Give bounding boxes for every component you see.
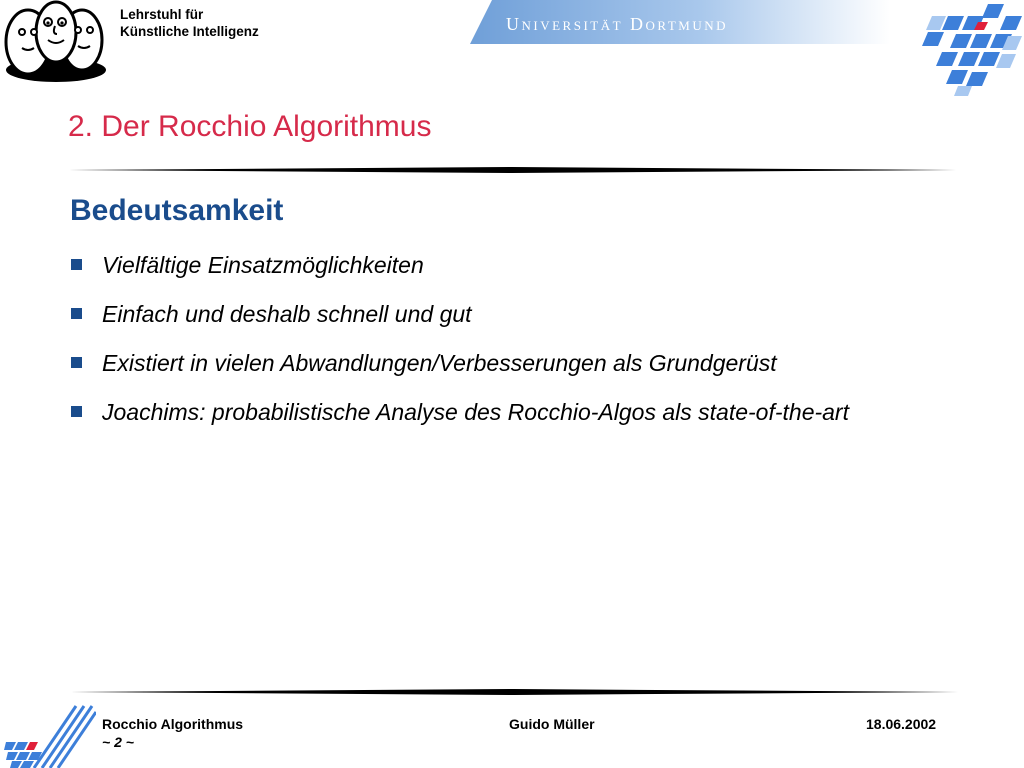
- chair-name-line1: Lehrstuhl für: [120, 7, 204, 22]
- bullet-item: [68, 293, 956, 335]
- chair-name: [120, 6, 259, 40]
- footer-topic: Rocchio Algorithmus: [102, 716, 244, 732]
- bullet-square-icon: [71, 308, 82, 319]
- bullet-square-icon: [71, 357, 82, 368]
- university-name: Universität Dortmund: [506, 14, 728, 34]
- bullet-text: Joachims: probabilistische Analyse des Rocchio-Algos als state-of-the-art: [102, 399, 849, 425]
- bullet-item: [68, 391, 956, 433]
- chair-logo: [2, 0, 110, 84]
- footer-divider: [70, 689, 958, 695]
- bullet-item: [68, 244, 956, 286]
- bullet-text: Existiert in vielen Abwandlungen/Verbesserungen als Grundgerüst: [102, 350, 777, 376]
- chair-name-line2: Künstliche Intelligenz: [120, 24, 259, 39]
- footer-page-number: ~ 2 ~: [102, 734, 134, 750]
- bullet-text: Vielfältige Einsatzmöglichkeiten: [102, 252, 424, 278]
- footer-author: Guido Müller: [509, 716, 595, 732]
- section-heading: Bedeutsamkeit: [70, 194, 284, 227]
- bullet-list: [68, 244, 956, 440]
- slide-title: 2. Der Rocchio Algorithmus: [68, 110, 432, 143]
- footer-date: 18.06.2002: [866, 716, 937, 732]
- bullet-square-icon: [71, 259, 82, 270]
- bullet-text: Einfach und deshalb schnell und gut: [102, 301, 472, 327]
- footer-logo-icon: [4, 704, 96, 768]
- bullet-item: [68, 342, 956, 384]
- university-logo-icon: [918, 0, 1024, 96]
- bullet-square-icon: [71, 406, 82, 417]
- title-divider: [68, 167, 956, 173]
